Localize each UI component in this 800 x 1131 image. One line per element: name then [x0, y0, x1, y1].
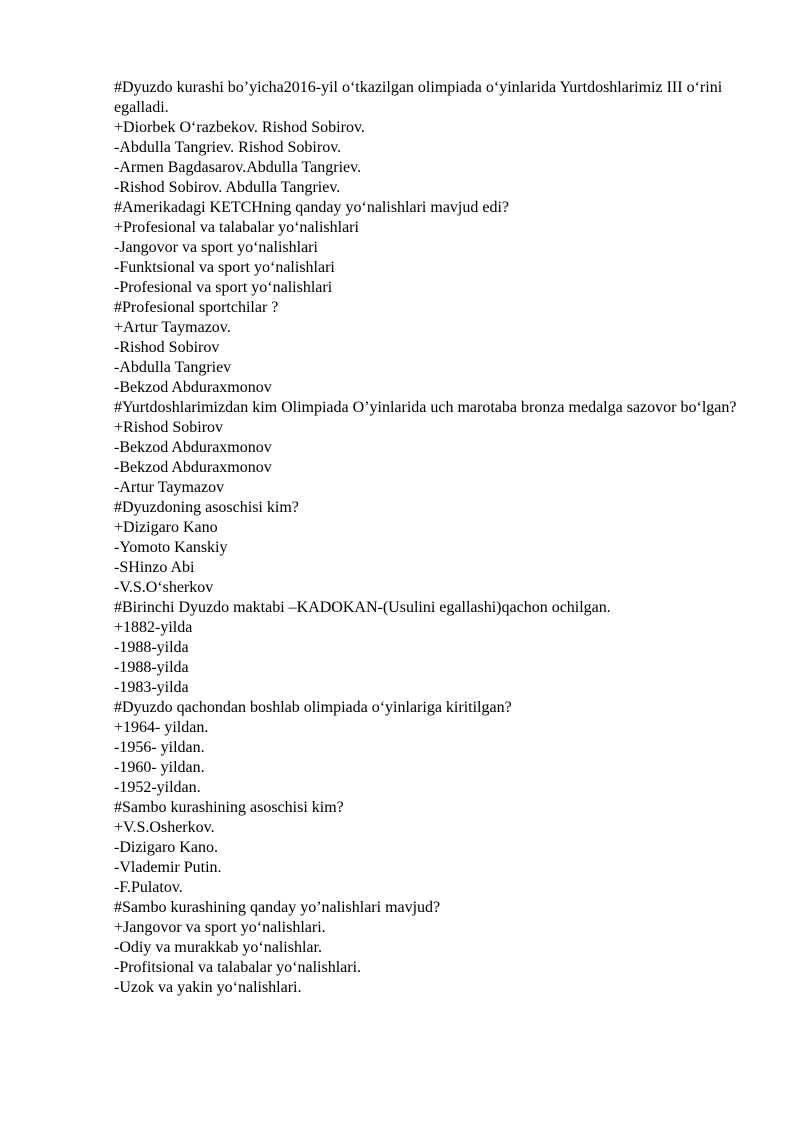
answer-option: -V.S.O‘sherkov	[114, 579, 214, 596]
question-4: #Yurtdoshlarimizdan kim Olimpiada O’yinlarida uch marotaba bronza medalga sazovor bo‘lgan?	[114, 399, 737, 416]
answer-option: -Abdulla Tangriev	[114, 359, 232, 376]
answer-option: -1960- yildan.	[114, 759, 205, 776]
answer-correct: +1964- yildan.	[114, 719, 209, 736]
answer-option: -Armen Bagdasarov.Abdulla Tangriev.	[114, 159, 362, 176]
answer-correct: +V.S.Osherkov.	[114, 819, 215, 836]
answer-option: -Rishod Sobirov. Abdulla Tangriev.	[114, 179, 341, 196]
question-1: #Dyuzdo kurashi bo’yicha2016-yil o‘tkazilgan olimpiada o‘yinlarida Yurtdoshlarimiz III o‘rini egalladi.	[114, 79, 723, 116]
answer-option: -Artur Taymazov	[114, 479, 225, 496]
answer-option: -Jangovor va sport yo‘nalishlari	[114, 239, 318, 256]
question-3: #Profesional sportchilar ?	[114, 299, 279, 316]
answer-option: -F.Pulatov.	[114, 879, 183, 896]
answer-correct: +Profesional va talabalar yo‘nalishlari	[114, 219, 359, 236]
answer-option: -1988-yilda	[114, 659, 189, 676]
question-7: #Dyuzdo qachondan boshlab olimpiada o‘yinlariga kiritilgan?	[114, 699, 512, 716]
answer-option: -Abdulla Tangriev. Rishod Sobirov.	[114, 139, 342, 156]
answer-correct: +Diorbek O‘razbekov. Rishod Sobirov.	[114, 119, 365, 136]
answer-option: -Dizigaro Kano.	[114, 839, 218, 856]
answer-option: -1988-yilda	[114, 639, 189, 656]
answer-option: -Odiy va murakkab yo‘nalishlar.	[114, 939, 322, 956]
answer-option: -SHinzo Abi	[114, 559, 195, 576]
answer-correct: +Artur Taymazov.	[114, 319, 231, 336]
answer-option: -Vlademir Putin.	[114, 859, 222, 876]
answer-option: -Bekzod Abduraxmonov	[114, 459, 272, 476]
answer-correct: +Dizigaro Kano	[114, 519, 218, 536]
answer-correct: +1882-yilda	[114, 619, 193, 636]
answer-option: -Funktsional va sport yo‘nalishlari	[114, 259, 335, 276]
answer-option: -1956- yildan.	[114, 739, 205, 756]
answer-option: -Bekzod Abduraxmonov	[114, 379, 272, 396]
answer-option: -Uzok va yakin yo‘nalishlari.	[114, 979, 302, 996]
answer-option: -Bekzod Abduraxmonov	[114, 439, 272, 456]
question-8: #Sambo kurashining asoschisi kim?	[114, 799, 344, 816]
answer-correct: +Jangovor va sport yo‘nalishlari.	[114, 919, 326, 936]
question-2: #Amerikadagi KETCHning qanday yo‘nalishlari mavjud edi?	[114, 199, 510, 216]
answer-correct: +Rishod Sobirov	[114, 419, 224, 436]
answer-option: -1952-yildan.	[114, 779, 201, 796]
question-list	[114, 78, 746, 998]
answer-option: -Profesional va sport yo‘nalishlari	[114, 279, 333, 296]
question-9: #Sambo kurashining qanday yo’nalishlari mavjud?	[114, 899, 441, 916]
question-6: #Birinchi Dyuzdo maktabi –KADOKAN-(Usulini egallashi)qachon ochilgan.	[114, 599, 611, 616]
answer-option: -Yomoto Kanskiy	[114, 539, 228, 556]
question-5: #Dyuzdoning asoschisi kim?	[114, 499, 299, 516]
answer-option: -Rishod Sobirov	[114, 339, 220, 356]
answer-option: -1983-yilda	[114, 679, 189, 696]
answer-option: -Profitsional va talabalar yo‘nalishlari.	[114, 959, 362, 976]
